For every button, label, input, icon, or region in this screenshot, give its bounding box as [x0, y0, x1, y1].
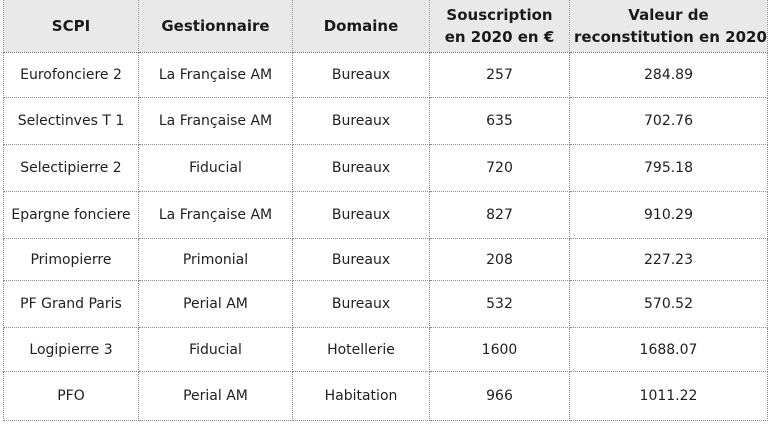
cell-gestionnaire: Primonial [139, 239, 293, 281]
cell-souscription: 532 [430, 281, 570, 328]
cell-scpi: Selectinves T 1 [4, 98, 139, 145]
cell-souscription: 635 [430, 98, 570, 145]
table-body [4, 53, 768, 421]
cell-souscription: 1600 [430, 328, 570, 372]
header-valeur-line-2: reconstitution en 2020 [574, 28, 767, 46]
cell-domaine: Bureaux [293, 192, 430, 239]
cell-valeur: 227.23 [570, 239, 768, 281]
table-row [4, 328, 768, 372]
cell-gestionnaire: La Française AM [139, 192, 293, 239]
cell-domaine: Bureaux [293, 53, 430, 98]
cell-domaine: Bureaux [293, 281, 430, 328]
cell-scpi: Logipierre 3 [4, 328, 139, 372]
cell-valeur: 795.18 [570, 145, 768, 192]
cell-souscription: 827 [430, 192, 570, 239]
cell-domaine: Bureaux [293, 239, 430, 281]
header-souscription-line-2: en 2020 en € [444, 28, 555, 46]
cell-valeur: 570.52 [570, 281, 768, 328]
cell-souscription: 720 [430, 145, 570, 192]
cell-scpi: Eurofonciere 2 [4, 53, 139, 98]
header-valeur-line-1: Valeur de [628, 6, 709, 24]
header-valeur-reconstitution [570, 0, 768, 53]
cell-souscription: 257 [430, 53, 570, 98]
cell-souscription: 208 [430, 239, 570, 281]
cell-valeur: 910.29 [570, 192, 768, 239]
scpi-table [3, 0, 768, 421]
cell-scpi: PF Grand Paris [4, 281, 139, 328]
cell-scpi: Epargne fonciere [4, 192, 139, 239]
header-row [4, 0, 768, 53]
table-row [4, 281, 768, 328]
table-row [4, 98, 768, 145]
header-souscription-line-1: Souscription [446, 6, 553, 24]
cell-souscription: 966 [430, 372, 570, 421]
cell-scpi: PFO [4, 372, 139, 421]
table-row [4, 145, 768, 192]
cell-valeur: 1011.22 [570, 372, 768, 421]
header-souscription [430, 0, 570, 53]
cell-valeur: 702.76 [570, 98, 768, 145]
cell-gestionnaire: La Française AM [139, 98, 293, 145]
header-domaine [293, 0, 430, 53]
table-row [4, 239, 768, 281]
header-gestionnaire-label: Gestionnaire [161, 17, 270, 35]
cell-gestionnaire: Fiducial [139, 328, 293, 372]
table-row [4, 192, 768, 239]
cell-gestionnaire: Fiducial [139, 145, 293, 192]
cell-scpi: Primopierre [4, 239, 139, 281]
cell-domaine: Bureaux [293, 98, 430, 145]
table-header [4, 0, 768, 53]
cell-valeur: 1688.07 [570, 328, 768, 372]
cell-gestionnaire: La Française AM [139, 53, 293, 98]
cell-gestionnaire: Perial AM [139, 372, 293, 421]
header-gestionnaire [139, 0, 293, 53]
cell-domaine: Habitation [293, 372, 430, 421]
header-scpi-label: SCPI [51, 17, 91, 35]
header-domaine-label: Domaine [323, 17, 399, 35]
header-scpi [4, 0, 139, 53]
cell-domaine: Bureaux [293, 145, 430, 192]
table-row [4, 53, 768, 98]
cell-valeur: 284.89 [570, 53, 768, 98]
cell-gestionnaire: Perial AM [139, 281, 293, 328]
cell-scpi: Selectipierre 2 [4, 145, 139, 192]
cell-domaine: Hotellerie [293, 328, 430, 372]
table-row [4, 372, 768, 421]
